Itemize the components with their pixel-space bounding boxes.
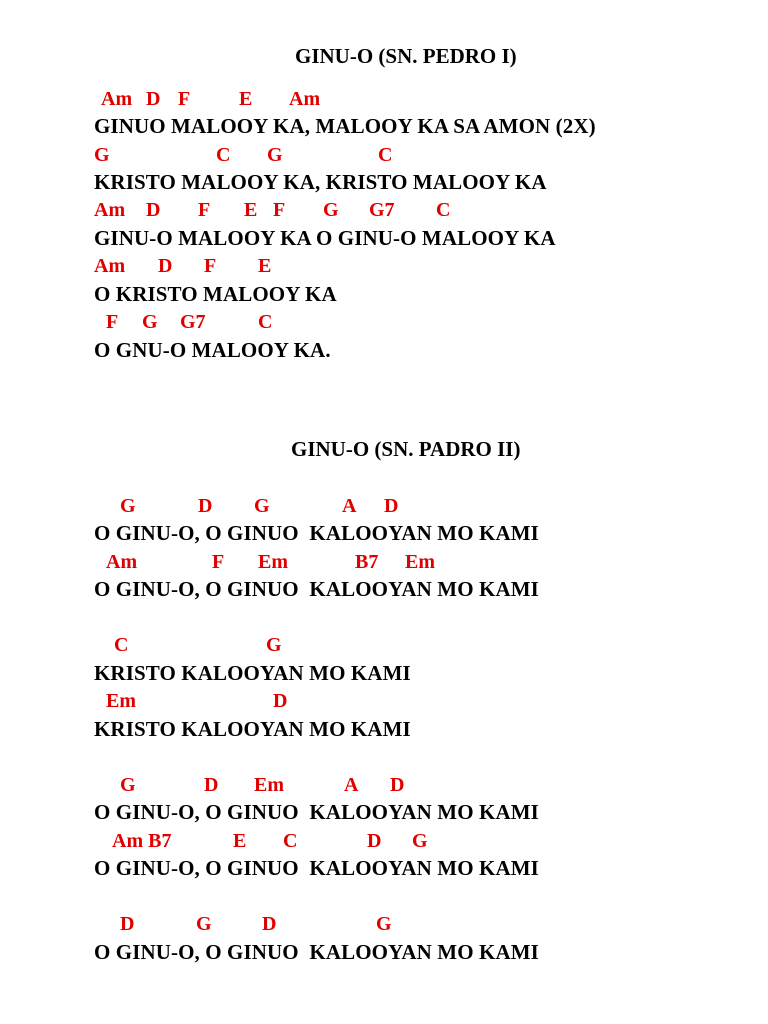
lyric-line: KRISTO KALOOYAN MO KAMI xyxy=(94,717,411,741)
lyric-line: O GINU-O, O GINUO KALOOYAN MO KAMI xyxy=(94,940,539,964)
chord: C xyxy=(258,311,273,333)
lyric-line: GINUO MALOOY KA, MALOOY KA SA AMON (2X) xyxy=(94,114,596,138)
lyric-line: O GINU-O, O GINUO KALOOYAN MO KAMI xyxy=(94,800,539,824)
chord: Em xyxy=(106,690,136,712)
chord: Em xyxy=(258,551,288,573)
lyric-line: GINU-O MALOOY KA O GINU-O MALOOY KA xyxy=(94,226,556,250)
chord: G xyxy=(376,913,392,935)
chord: G xyxy=(266,634,282,656)
chord: G xyxy=(267,144,283,166)
chord: G7 xyxy=(180,311,206,333)
chord: C xyxy=(114,634,129,656)
chord: F xyxy=(212,551,225,573)
chord: G xyxy=(254,495,270,517)
chord: D xyxy=(384,495,399,517)
chord: Am B7 xyxy=(112,830,172,852)
chord: D xyxy=(198,495,213,517)
chord: C xyxy=(378,144,393,166)
chord: G xyxy=(323,199,339,221)
chord: E xyxy=(233,830,247,852)
chord: E xyxy=(239,88,253,110)
chord: G xyxy=(120,495,136,517)
chord: Am xyxy=(94,255,126,277)
chord: D xyxy=(273,690,288,712)
chord: Am xyxy=(94,199,126,221)
chord: Em xyxy=(254,774,284,796)
chord: Em xyxy=(405,551,435,573)
lyric-line: O KRISTO MALOOY KA xyxy=(94,282,337,306)
chord: F xyxy=(198,199,211,221)
chord: D xyxy=(146,199,161,221)
chord: E xyxy=(258,255,272,277)
chord: F xyxy=(204,255,217,277)
chord: Am xyxy=(101,88,133,110)
chord: G xyxy=(94,144,110,166)
chord: E xyxy=(244,199,258,221)
chord: G7 xyxy=(369,199,395,221)
chord: Am xyxy=(289,88,321,110)
lyric-line: O GINU-O, O GINUO KALOOYAN MO KAMI xyxy=(94,577,539,601)
chord: G xyxy=(196,913,212,935)
chord: G xyxy=(120,774,136,796)
chord: F xyxy=(273,199,286,221)
chord: D xyxy=(390,774,405,796)
chord: F xyxy=(178,88,191,110)
chord: B7 xyxy=(355,551,379,573)
chord: G xyxy=(142,311,158,333)
chord: D xyxy=(120,913,135,935)
chord: A xyxy=(344,774,359,796)
chord: C xyxy=(436,199,451,221)
chord: G xyxy=(412,830,428,852)
chord: D xyxy=(158,255,173,277)
chord: Am xyxy=(106,551,138,573)
lyric-line: O GNU-O MALOOY KA. xyxy=(94,338,331,362)
lyric-line: KRISTO MALOOY KA, KRISTO MALOOY KA xyxy=(94,170,547,194)
song1-title: GINU-O (SN. PEDRO I) xyxy=(295,44,517,68)
chord: C xyxy=(216,144,231,166)
chord: D xyxy=(262,913,277,935)
song2-title: GINU-O (SN. PADRO II) xyxy=(291,437,521,461)
lyric-line: O GINU-O, O GINUO KALOOYAN MO KAMI xyxy=(94,521,539,545)
chord: A xyxy=(342,495,357,517)
lyric-line: KRISTO KALOOYAN MO KAMI xyxy=(94,661,411,685)
lyric-line: O GINU-O, O GINUO KALOOYAN MO KAMI xyxy=(94,856,539,880)
chord: D xyxy=(146,88,161,110)
chord: C xyxy=(283,830,298,852)
chord: F xyxy=(106,311,119,333)
chord: D xyxy=(204,774,219,796)
chord: D xyxy=(367,830,382,852)
